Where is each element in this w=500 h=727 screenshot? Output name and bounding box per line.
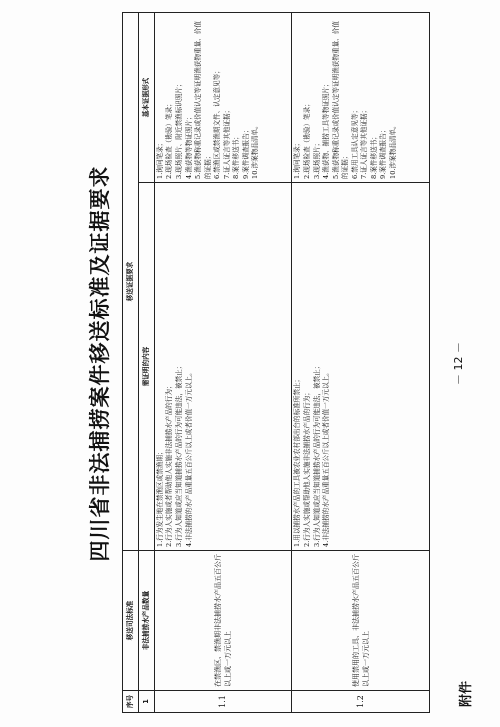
- header-no: 序号: [123, 691, 139, 713]
- form-item: 2.现场检查（勘验）笔录；: [165, 100, 174, 179]
- form-item: 7.证人证言等其他证据；: [360, 106, 369, 179]
- header-forms: 基本证据形式: [138, 12, 154, 182]
- form-item: 1.询问笔录；: [293, 139, 302, 179]
- form-item: 6.禁用工具认定意见等；: [350, 106, 359, 179]
- header-sub-standard: 非法捕捞水产品数量: [138, 551, 154, 691]
- form-item: 9.案件调查报告；: [241, 126, 250, 179]
- page-number: － 12 －: [452, 342, 465, 385]
- group-no: 1: [138, 691, 154, 713]
- form-item: 3.现场照片、附近禁渔标识照片；: [175, 80, 184, 179]
- table-row: [292, 12, 430, 712]
- form-item: 10.涉案物品清单。: [251, 122, 260, 179]
- row-standard: 在禁渔区、禁渔期非法捕捞水产品五百公斤以上或一万元以上: [154, 551, 292, 691]
- form-item: 9.案件调查报告；: [379, 126, 388, 179]
- form-item: 10.涉案物品清单。: [388, 122, 397, 179]
- fact-item: 2.行为人实施或帮助他人实施非法捕捞水产品的行为；: [303, 389, 311, 547]
- attachment-label: 附件: [459, 680, 474, 707]
- fact-item: 4.非法捕捞的水产品重量五百公斤以上或者价值一万元以上。: [184, 369, 193, 547]
- fact-item: 3.行为人知道或应当知道捕捞水产品的行为可能违法，被禁止；: [312, 362, 321, 547]
- row-no: 1.2: [292, 691, 430, 713]
- fact-item: 1.行为发生地在禁渔区或禁渔期；: [155, 448, 164, 547]
- document-title: 四川省非法捕捞案件移送标准及证据要求: [88, 165, 112, 562]
- form-item: 1.询问笔录；: [155, 139, 164, 179]
- fact-item: 4.非法捕捞的水产品重量五百公斤以上或者价值一万元以上。: [322, 369, 331, 547]
- row-forms: [292, 12, 430, 182]
- fact-item: 1.用以捕捞水产品的工具被农业农村部出台的标准所禁止；: [293, 375, 302, 547]
- row-facts: [154, 183, 292, 551]
- form-item: 4.渔获物等物证照片；: [184, 113, 193, 179]
- form-item: 8.案件移送书；: [369, 133, 378, 179]
- form-item: 4.渔获物、捕捞工具等物证照片；: [322, 80, 331, 179]
- form-item: 3.现场照片；: [312, 139, 321, 179]
- row-no: 1.1: [154, 691, 292, 713]
- table-header-row-1: [123, 12, 139, 712]
- fact-item: 2.行为人实施或者帮助他人实施非法捕捞水产品的行为；: [165, 382, 174, 547]
- form-item: 6.禁渔区或禁渔期文件、认定意见等；: [213, 67, 222, 179]
- form-item: 8.案件移送书；: [232, 133, 241, 179]
- form-item: 2.现场检查（勘验）笔录；: [303, 100, 311, 179]
- header-standard: 移送司法标准: [123, 551, 139, 691]
- evidence-table: [122, 12, 430, 713]
- form-item: 5.渔获物称重记录或价值认定等证明渔获物重量、价值的证据；: [331, 21, 350, 179]
- header-evidence: 移送证据要求: [123, 12, 139, 550]
- row-forms: [154, 12, 292, 182]
- form-item: 5.渔获物称重记录或价值认定等证明渔获物重量、价值的证据；: [194, 21, 212, 179]
- row-standard: 使用禁用的工具、非法捕捞水产品五百公斤以上或一万元以上: [292, 551, 430, 691]
- form-item: 7.证人证言等其他证据；: [222, 106, 231, 179]
- table-header-row-2: [138, 12, 154, 712]
- table-row: [154, 12, 292, 712]
- header-facts: 需证明的内容: [138, 183, 154, 551]
- fact-item: 3.行为人知道或应当知道捕捞水产品的行为可能违法，被禁止；: [175, 362, 184, 547]
- row-facts: [292, 183, 430, 551]
